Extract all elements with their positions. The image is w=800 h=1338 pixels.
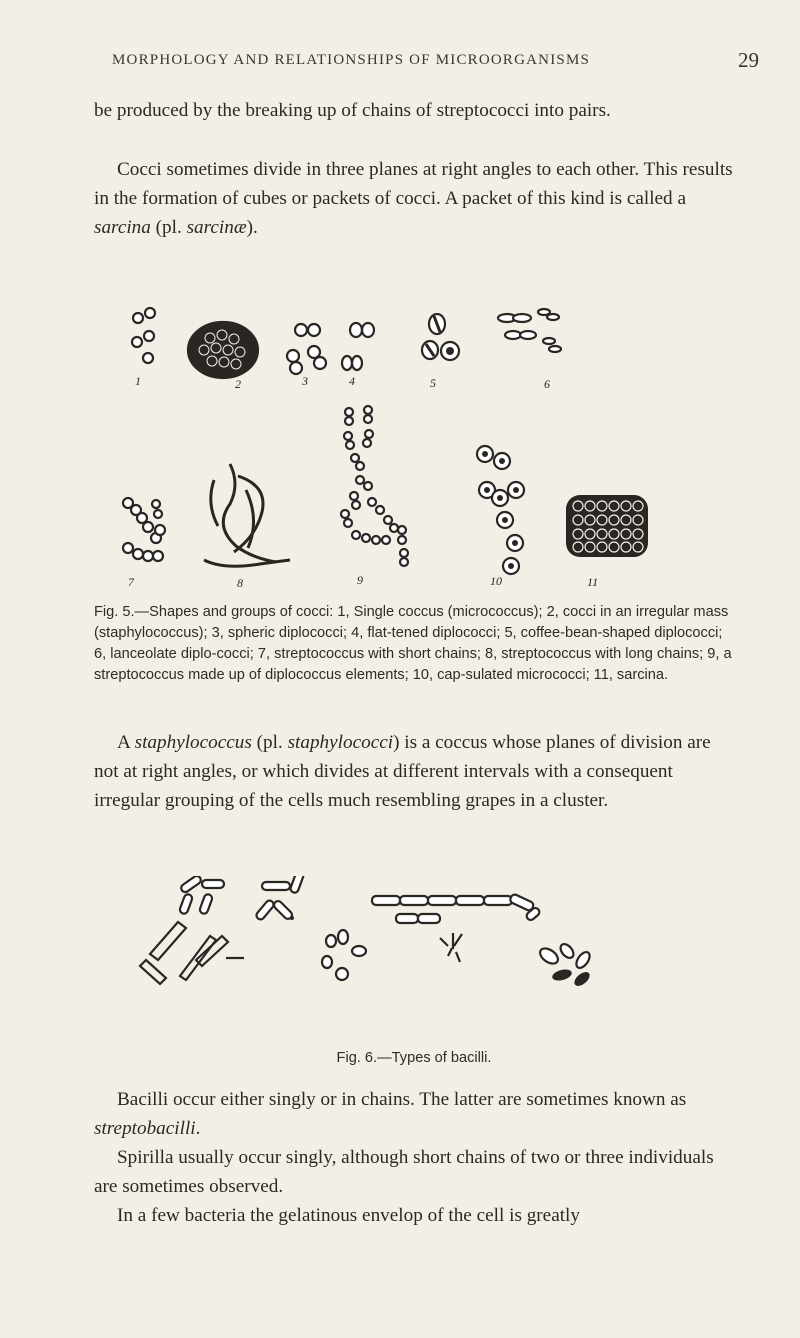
fig6-spore-bacilli xyxy=(537,942,592,989)
term-staphylococcus: staphylococcus xyxy=(134,732,252,753)
fig6-long-bacilli xyxy=(140,922,244,984)
page-number: 29 xyxy=(738,48,759,72)
fig5-capsulated-micrococci xyxy=(477,446,524,574)
fig5-streptococcus-short-chains xyxy=(123,498,165,561)
term-staphylococci: staphylococci xyxy=(287,732,394,753)
fig6-paired-bacilli xyxy=(255,876,305,921)
term-sarcina: sarcina xyxy=(94,217,151,238)
running-head: MORPHOLOGY AND RELATIONSHIPS OF MICROORGANISMS xyxy=(112,52,591,68)
fig5-label-5: 5 xyxy=(430,376,436,390)
figure-5-illustration xyxy=(0,240,800,600)
fig5-streptococcus-long-chains xyxy=(204,464,290,566)
fig5-spheric-diplococci xyxy=(287,324,326,374)
fig6-single-bacilli xyxy=(179,876,224,915)
paragraph-1: be produced by the breaking up of chains of streptococci into pairs. xyxy=(94,100,611,121)
paragraph-6: In a few bacteria the gelatinous envelop of the cell is greatly xyxy=(117,1205,580,1226)
fig5-sarcina xyxy=(566,495,648,557)
fig5-label-11: 11 xyxy=(587,575,599,589)
paragraph-3: A staphylococcus (pl. staphylococci) is a coccus whose planes of division are not at right angles, or which divides at different intervals with a consequent irregular grouping of the cells much resembling grapes in a cluster. xyxy=(94,732,711,811)
fig5-label-3: 3 xyxy=(302,374,308,388)
fig5-label-6: 6 xyxy=(544,377,550,391)
fig5-label-9: 9 xyxy=(357,573,363,587)
fig5-label-7: 7 xyxy=(128,575,134,589)
figure-5-caption: Fig. 5.—Shapes and groups of cocci: 1, Single coccus (micrococcus); 2, cocci in an irregular mass (staphylococcus); 3, spheric diplococci; 4, flat-tened diplococci; 5, coffee-bean-shaped diplococci; 6, lanceolate diplo-cocci; 7, streptococcus with short chains; 8, streptococcus with long chains; 9, a streptococcus made up of diplococcus elements; 10, cap-sulated micrococci; 11, sarcina. xyxy=(94,604,732,683)
fig5-flattened-diplococci xyxy=(342,323,374,370)
fig5-label-8: 8 xyxy=(237,576,243,590)
term-streptobacilli: streptobacilli xyxy=(94,1118,196,1139)
fig6-short-bacilli xyxy=(440,933,462,962)
fig5-label-2: 2 xyxy=(235,377,241,391)
term-sarcinae: sarcinæ xyxy=(186,217,247,238)
paragraph-2: Cocci sometimes divide in three planes at right angles to each other. This results in the formation of cubes or packets of cocci. A packet of this kind is called a sarcina (pl. sarcinæ). xyxy=(94,159,733,238)
fig5-diplococcus-chains xyxy=(341,406,408,566)
fig5-lanceolate-diplococci xyxy=(498,309,561,352)
fig5-coffee-bean-diplococci xyxy=(422,314,459,360)
figure-6-caption: Fig. 6.—Types of bacilli. xyxy=(336,1050,492,1066)
fig5-label-4: 4 xyxy=(349,374,355,388)
paragraph-4: Bacilli occur either singly or in chains. The latter are sometimes known as streptobacilli. xyxy=(94,1089,687,1139)
figure-6-illustration xyxy=(0,876,800,1016)
fig6-oval-bacilli xyxy=(322,930,366,980)
fig5-label-10: 10 xyxy=(490,574,502,588)
fig6-streptobacilli xyxy=(372,893,541,923)
fig5-label-1: 1 xyxy=(135,374,141,388)
fig5-staphylococcus xyxy=(188,322,258,378)
fig5-micrococcus xyxy=(132,308,155,363)
paragraph-5: Spirilla usually occur singly, although short chains of two or three individuals are sometimes observed. xyxy=(94,1147,714,1197)
